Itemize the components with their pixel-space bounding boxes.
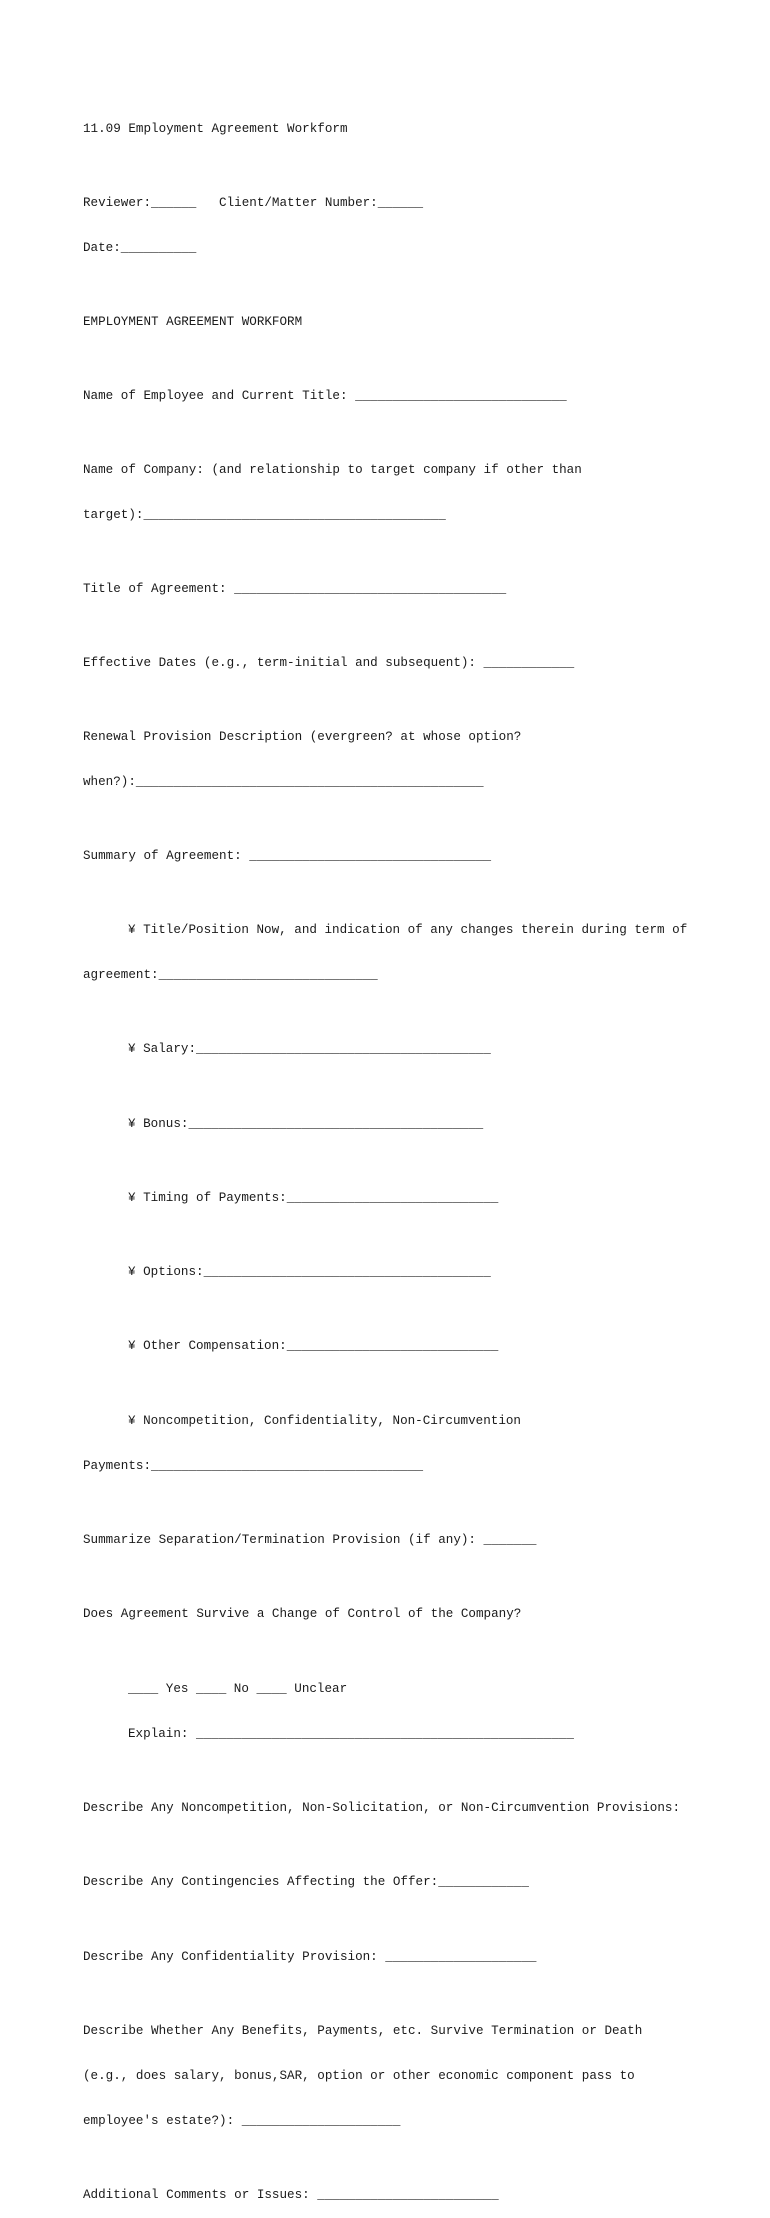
noncompetition-field-line2: Payments:____________________________________ bbox=[83, 1459, 424, 1473]
bonus-field: ¥ Bonus:_______________________________________ bbox=[128, 1117, 484, 1131]
explain-field: Explain: __________________________________________________ bbox=[128, 1727, 574, 1741]
benefits-field-line3: employee's estate?): _____________________ bbox=[83, 2114, 401, 2128]
benefits-field-line2: (e.g., does salary, bonus,SAR, option or other economic component pass to bbox=[83, 2069, 635, 2083]
benefits-field-line1: Describe Whether Any Benefits, Payments, etc. Survive Termination or Death bbox=[83, 2024, 643, 2038]
timing-payments-field: ¥ Timing of Payments:____________________________ bbox=[128, 1191, 499, 1205]
confidentiality-field: Describe Any Confidentiality Provision: ____________________ bbox=[83, 1950, 537, 1964]
company-name-field-line1: Name of Company: (and relationship to target company if other than bbox=[83, 463, 582, 477]
yes-no-unclear-options: ____ Yes ____ No ____ Unclear bbox=[128, 1682, 348, 1696]
title-position-field-line1: ¥ Title/Position Now, and indication of any changes therein during term of bbox=[128, 923, 688, 937]
renewal-field-line2: when?):______________________________________________ bbox=[83, 775, 484, 789]
additional-comments-field: Additional Comments or Issues: ________________________ bbox=[83, 2188, 499, 2202]
contingencies-field: Describe Any Contingencies Affecting the Offer:____________ bbox=[83, 1875, 529, 1889]
date-line: Date:__________ bbox=[83, 241, 197, 255]
noncompetition-field-line1: ¥ Noncompetition, Confidentiality, Non-Circumvention bbox=[128, 1414, 521, 1428]
renewal-field-line1: Renewal Provision Description (evergreen? at whose option? bbox=[83, 730, 522, 744]
title-position-field-line2: agreement:_____________________________ bbox=[83, 968, 378, 982]
reviewer-client-line: Reviewer:______ Client/Matter Number:______ bbox=[83, 196, 424, 210]
options-field: ¥ Options:______________________________________ bbox=[128, 1265, 491, 1279]
form-title: EMPLOYMENT AGREEMENT WORKFORM bbox=[83, 315, 303, 329]
describe-noncompetition-field: Describe Any Noncompetition, Non-Solicitation, or Non-Circumvention Provisions: bbox=[83, 1801, 681, 1815]
summary-field: Summary of Agreement: ________________________________ bbox=[83, 849, 492, 863]
agreement-title-field: Title of Agreement: ____________________________________ bbox=[83, 582, 507, 596]
separation-field: Summarize Separation/Termination Provision (if any): _______ bbox=[83, 1533, 537, 1547]
salary-field: ¥ Salary:_______________________________________ bbox=[128, 1042, 491, 1056]
document-heading: 11.09 Employment Agreement Workform bbox=[83, 122, 348, 136]
employee-name-field: Name of Employee and Current Title: ____________________________ bbox=[83, 389, 567, 403]
document-page bbox=[83, 92, 743, 2218]
company-name-field-line2: target):________________________________________ bbox=[83, 508, 446, 522]
effective-dates-field: Effective Dates (e.g., term-initial and subsequent): ____________ bbox=[83, 656, 575, 670]
change-of-control-question: Does Agreement Survive a Change of Control of the Company? bbox=[83, 1607, 522, 1621]
other-compensation-field: ¥ Other Compensation:____________________________ bbox=[128, 1339, 499, 1353]
